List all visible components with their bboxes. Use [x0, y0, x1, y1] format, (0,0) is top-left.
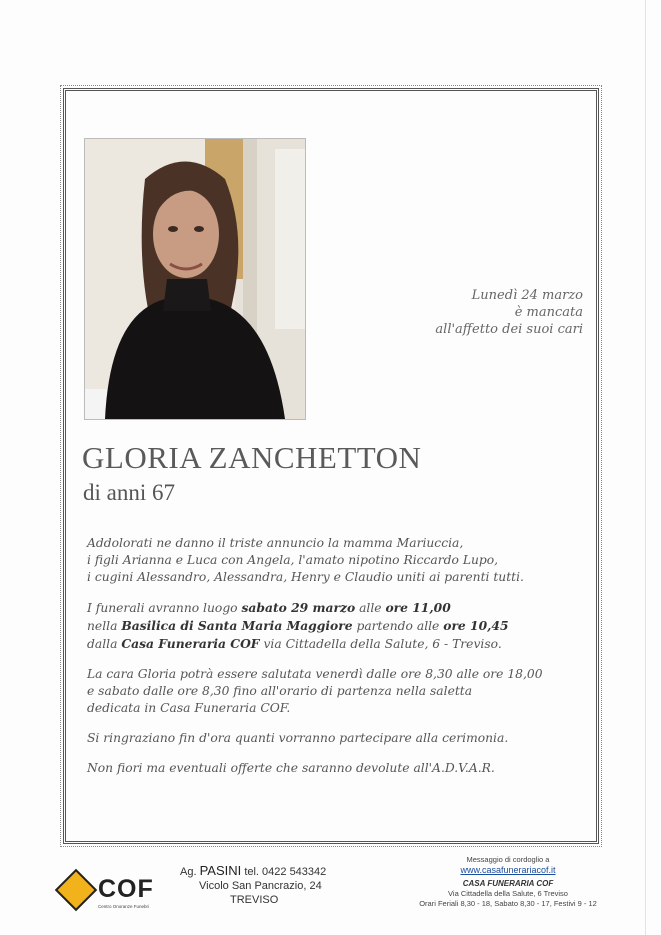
text-segment: Non fiori ma eventuali offerte che saranno devolute all'A.D.V.A.R. — [87, 761, 495, 775]
funeral-home-name: CASA FUNERARIA COF — [462, 879, 554, 888]
text-segment: dalla — [87, 637, 122, 651]
deceased-name: GLORIA ZANCHETTON — [82, 440, 422, 475]
funeral-home-address: Via Cittadella della Salute, 6 Treviso — [448, 889, 568, 898]
announcement-line — [87, 617, 587, 635]
announcement-line — [87, 730, 587, 747]
condolence-label: Messaggio di cordoglio a — [466, 855, 550, 864]
text-segment: partendo alle — [352, 619, 444, 633]
announcement-paragraph — [87, 535, 587, 586]
text-segment: e sabato dalle ore 8,30 fino all'orario di partenza nella saletta — [87, 684, 473, 698]
announcement-line — [87, 666, 587, 683]
text-segment: i cugini Alessandro, Alessandra, Henry e Claudio uniti ai parenti tutti. — [87, 570, 524, 584]
cof-diamond-icon — [55, 869, 97, 911]
emphasized-text: Basilica di Santa Maria Maggiore — [121, 618, 353, 633]
agency-name-row — [180, 864, 340, 879]
deceased-age: di anni 67 — [83, 480, 175, 505]
announcement-paragraph — [87, 599, 587, 653]
death-date-note — [323, 287, 583, 338]
emphasized-text: ore 11,00 — [385, 600, 451, 615]
text-segment: i figli Arianna e Luca con Angela, l'amato nipotino Riccardo Lupo, — [87, 553, 499, 567]
condolence-link[interactable]: www.casafunerariacof.it — [460, 865, 556, 875]
scan-edge-line — [645, 0, 646, 935]
text-segment: Si ringraziano fin d'ora quanti vorranno partecipare alla cerimonia. — [87, 731, 509, 745]
agency-prefix: Ag. — [180, 866, 197, 878]
announcement-paragraph — [87, 760, 587, 777]
announcement-line — [87, 569, 587, 586]
announcement-line — [87, 700, 587, 717]
condolence-info — [408, 855, 608, 909]
date-line: Lunedì 24 marzo — [471, 288, 583, 303]
announcement-paragraph — [87, 666, 587, 717]
announcement-line — [87, 760, 587, 777]
date-line: all'affetto dei suoi cari — [435, 322, 583, 337]
agency-info — [180, 864, 340, 907]
agency-address: Vicolo San Pancrazio, 24 — [199, 880, 322, 892]
cof-logo-text: COF — [98, 875, 154, 903]
text-segment: Addolorati ne danno il triste annuncio la mamma Mariuccia, — [87, 536, 464, 550]
announcement-paragraph — [87, 730, 587, 747]
announcement-line — [87, 683, 587, 700]
announcement-line — [87, 535, 587, 552]
announcement-line — [87, 635, 587, 653]
portrait-photo — [84, 138, 306, 420]
text-segment: nella — [87, 619, 122, 633]
agency-city: TREVISO — [230, 894, 279, 906]
emphasized-text: Casa Funeraria COF — [121, 636, 260, 651]
announcement-text — [87, 535, 587, 790]
agency-phone: tel. 0422 543342 — [244, 866, 327, 878]
text-segment: dedicata in Casa Funeraria COF. — [87, 701, 291, 715]
announcement-line — [87, 599, 587, 617]
text-segment: via Cittadella della Salute, 6 - Treviso. — [259, 637, 502, 651]
agency-name: PASINI — [199, 863, 242, 878]
text-segment: alle — [355, 601, 386, 615]
announcement-line — [87, 552, 587, 569]
cof-logo-subtitle: Centro Onoranze Funebri — [98, 904, 150, 909]
funeral-home-hours: Orari Feriali 8,30 - 18, Sabato 8,30 - 17, Festivi 9 - 12 — [419, 899, 597, 908]
date-line: è mancata — [514, 305, 583, 320]
emphasized-text: sabato 29 marzo — [241, 600, 356, 615]
text-segment: La cara Gloria potrà essere salutata venerdì dalle ore 8,30 alle ore 18,00 — [87, 667, 543, 681]
emphasized-text: ore 10,45 — [443, 618, 509, 633]
text-segment: I funerali avranno luogo — [87, 601, 242, 615]
cof-logo — [58, 872, 168, 914]
